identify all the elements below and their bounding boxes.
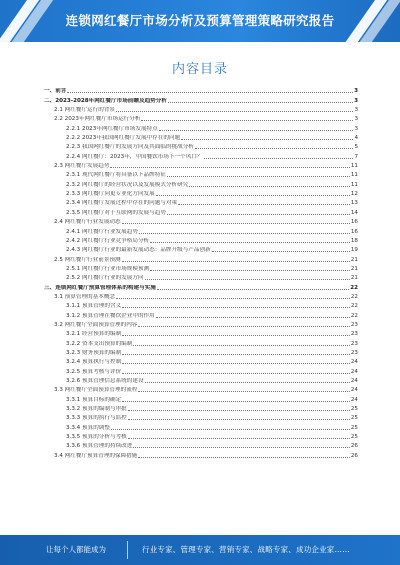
footer-slogan: 让每个人都能成为 — [46, 545, 106, 554]
toc-entry[interactable] — [44, 207, 358, 216]
toc-entry[interactable] — [44, 357, 358, 366]
toc-entry-title: 3.1.1 预算管理的含义 — [66, 303, 122, 310]
toc-entry-title: 3.3.3 预算的执行与监控 — [66, 415, 127, 422]
toc-entry[interactable] — [44, 273, 358, 282]
toc-entry-title: 三、连锁网红餐厅预算管理体系的构建与实施 — [44, 284, 156, 291]
toc-entry[interactable] — [44, 394, 358, 403]
toc-leader-dots — [133, 345, 350, 346]
toc-entry[interactable] — [44, 441, 358, 450]
toc-leader-dots — [122, 307, 350, 308]
toc-entry-page: 16 — [350, 228, 358, 235]
toc-leader-dots — [122, 401, 350, 402]
toc-entry[interactable] — [44, 198, 358, 207]
toc-entry-title: 3.1.2 预算管理在餐饮企业中的作用 — [66, 312, 155, 319]
toc-leader-dots — [133, 447, 350, 448]
toc-entry-page: 13 — [350, 200, 358, 207]
toc-entry-page: 23 — [350, 321, 358, 328]
toc-leader-dots — [145, 382, 350, 383]
toc-entry[interactable] — [44, 86, 358, 95]
toc-entry-title: 3.3.1 预算目标的确定 — [66, 396, 122, 403]
toc-entry-title: 3.1 预算管理的基本概念 — [54, 293, 116, 300]
toc-entry[interactable] — [44, 404, 358, 413]
footer-tagline: 行业专家、管理专家、营销专家、战略专家、成功企业家…… — [142, 545, 350, 554]
toc-leader-dots — [122, 373, 350, 374]
toc-entry-title: 3.3 网红餐厅全面预算管理的流程 — [54, 387, 138, 394]
toc-entry-title: 2.3.2 网红餐厅的经营状况以及发展模式分析研究 — [66, 181, 189, 188]
toc-leader-dots — [141, 120, 353, 121]
toc-leader-dots — [168, 102, 353, 103]
footer-banner — [0, 535, 400, 565]
toc-entry-page: 25 — [350, 424, 358, 431]
toc-entry-page: 25 — [350, 434, 358, 441]
toc-entry-page: 12 — [350, 191, 358, 198]
toc-entry[interactable] — [44, 348, 358, 357]
toc-leader-dots — [145, 279, 350, 280]
toc-entry-title: 3.3.6 预算管理的持续改进 — [66, 443, 133, 450]
toc-leader-dots — [178, 204, 350, 205]
toc-leader-dots — [204, 158, 354, 159]
toc-entry-page: 25 — [350, 415, 358, 422]
toc-leader-dots — [138, 391, 349, 392]
toc-entry[interactable] — [44, 282, 358, 291]
toc-entry-title: 2.3.5 网红餐厅对于互联网的发展与趋势 — [66, 209, 166, 216]
toc-leader-dots — [189, 186, 350, 187]
toc-leader-dots — [167, 176, 350, 177]
footer-divider — [127, 541, 128, 559]
toc-entry-title: 2.2.2 2023年我国网红餐厅发展中存在的问题 — [66, 135, 181, 142]
toc-entry[interactable] — [44, 245, 358, 254]
toc-leader-dots — [138, 326, 349, 327]
report-header — [0, 0, 400, 42]
toc-entry-page: 7 — [354, 153, 358, 160]
toc-entry[interactable] — [44, 161, 358, 170]
toc-entry-page: 26 — [350, 443, 358, 450]
toc-entry-title: 3.4 网红餐厅预算管理的保障措施 — [54, 452, 138, 459]
toc-entry-title: 2.2.3 我国网红餐厅的发展方向及其面临的挑战分析 — [66, 144, 194, 151]
toc-entry[interactable] — [44, 413, 358, 422]
toc-entry-page: 21 — [350, 265, 358, 272]
toc-entry[interactable] — [44, 366, 358, 375]
toc-entry[interactable] — [44, 385, 358, 394]
toc-entry-title: 2.3.1 现代网红餐厅将具备以下品牌特征 — [66, 172, 166, 179]
toc-entry-title: 3.3.5 预算的分析与考核 — [66, 434, 127, 441]
toc-entry-title: 2.4.2 网红餐厅行业竞争格局分析 — [66, 237, 150, 244]
toc-entry-page: 14 — [350, 209, 358, 216]
toc-entry[interactable] — [44, 432, 358, 441]
report-title: 连锁网红餐厅市场分析及预算管理策略研究报告 — [65, 13, 335, 28]
table-of-contents — [44, 86, 358, 526]
toc-leader-dots — [128, 410, 350, 411]
toc-entry-page: 22 — [350, 303, 358, 310]
toc-entry-title: 一、前言 — [44, 88, 67, 95]
toc-entry-page: 18 — [350, 237, 358, 244]
toc-entry[interactable] — [44, 254, 358, 263]
toc-entry-page: 23 — [350, 349, 358, 356]
toc-entry[interactable] — [44, 95, 358, 104]
toc-leader-dots — [150, 270, 350, 271]
toc-entry-page: 26 — [350, 452, 358, 459]
toc-entry[interactable] — [44, 376, 358, 385]
toc-leader-dots — [122, 261, 350, 262]
toc-entry[interactable] — [44, 133, 358, 142]
toc-entry-title: 2.4 网红餐厅行业发展动态 — [54, 219, 121, 226]
toc-leader-dots — [157, 289, 349, 290]
toc-entry-title: 2.3.4 网红餐厅发展过程中存在的问题与对策 — [66, 200, 178, 207]
toc-entry-page: 11 — [350, 163, 358, 170]
toc-entry[interactable] — [44, 236, 358, 245]
toc-leader-dots — [122, 354, 350, 355]
toc-leader-dots — [128, 438, 350, 439]
toc-entry-title: 3.2.4 预算执行与控制 — [66, 359, 122, 366]
toc-entry-page: 23 — [350, 340, 358, 347]
toc-entry-page: 24 — [350, 368, 358, 375]
toc-entry-title: 2.1 网红餐厅运行的背景 — [54, 107, 116, 114]
toc-entry-title: 3.2.5 预算考核与评价 — [66, 368, 122, 375]
toc-leader-dots — [111, 429, 350, 430]
toc-entry-page: 24 — [350, 359, 358, 366]
toc-leader-dots — [159, 130, 354, 131]
toc-leader-dots — [156, 195, 350, 196]
toc-entry-page: 24 — [350, 378, 358, 384]
toc-entry-title: 2.2.4 网红餐厅：2023年，中国餐饮市场下一个风口？ — [66, 153, 203, 160]
toc-entry-title: 2.5.2 网红餐厅行业的发展方向 — [66, 275, 144, 282]
toc-entry-page: 3 — [354, 107, 358, 114]
toc-entry-page: 3 — [354, 97, 358, 104]
toc-entry-title: 2.2 2023年网红餐厅市场运行分析 — [54, 116, 141, 123]
toc-entry-title: 3.2.6 预算管理信息系统的建设 — [66, 378, 144, 384]
toc-leader-dots — [150, 242, 350, 243]
toc-entry-title: 3.3.4 预算的调整 — [66, 424, 110, 431]
toc-entry-page: 21 — [350, 275, 358, 282]
toc-entry-page: 3 — [354, 125, 358, 132]
toc-leader-dots — [122, 335, 350, 336]
toc-entry[interactable] — [44, 338, 358, 347]
toc-leader-dots — [156, 317, 350, 318]
toc-entry-page: 11 — [350, 172, 358, 179]
toc-entry-title: 2.4.1 网红餐厅行业发展趋势 — [66, 228, 138, 235]
toc-leader-dots — [67, 92, 353, 93]
toc-entry-page: 16 — [350, 219, 358, 226]
toc-entry[interactable] — [44, 105, 358, 114]
toc-entry-title: 2.4.3 网红餐厅行业的最新发展动态：品牌升级与产品创新 — [66, 247, 211, 254]
toc-entry-title: 二、2023-2028年网红餐厅市场前瞻及趋势分析 — [44, 97, 167, 104]
toc-leader-dots — [122, 223, 350, 224]
toc-entry-page: 24 — [350, 396, 358, 403]
toc-leader-dots — [110, 167, 349, 168]
toc-entry[interactable] — [44, 264, 358, 273]
toc-entry-title: 2.5 网红餐厅行业前景预测 — [54, 256, 121, 263]
toc-leader-dots — [128, 419, 350, 420]
toc-entry[interactable] — [44, 170, 358, 179]
toc-entry[interactable] — [44, 422, 358, 431]
toc-entry-page: 22 — [350, 293, 358, 300]
toc-entry[interactable] — [44, 450, 358, 459]
toc-entry-title: 2.3 网红餐厅发展趋势 — [54, 163, 110, 170]
toc-entry[interactable] — [44, 217, 358, 226]
toc-entry-title: 3.2 网红餐厅全面预算管理的内容 — [54, 321, 138, 328]
toc-leader-dots — [167, 214, 350, 215]
toc-leader-dots — [195, 148, 354, 149]
toc-entry[interactable] — [44, 301, 358, 310]
toc-heading: 内容目录 — [171, 62, 228, 77]
toc-entry[interactable] — [44, 320, 358, 329]
toc-leader-dots — [122, 363, 350, 364]
toc-entry-title: 3.3.2 预算的编制与审批 — [66, 406, 127, 413]
toc-entry-title: 2.3.3 网红餐厅向更专业化方向发展 — [66, 191, 155, 198]
toc-entry-page: 19 — [350, 247, 358, 254]
toc-entry[interactable] — [44, 114, 358, 123]
toc-entry-page: 25 — [350, 406, 358, 413]
toc-entry-page: 22 — [350, 312, 358, 319]
toc-entry[interactable] — [44, 151, 358, 160]
toc-leader-dots — [181, 139, 353, 140]
toc-leader-dots — [138, 457, 349, 458]
toc-entry[interactable] — [44, 179, 358, 188]
toc-entry-page: 24 — [350, 387, 358, 394]
toc-entry-page: 21 — [350, 256, 358, 263]
toc-entry[interactable] — [44, 292, 358, 301]
toc-entry-page: 22 — [350, 284, 358, 291]
toc-entry-page: 11 — [350, 181, 358, 188]
toc-entry-title: 3.2.2 资本支出预算的编制 — [66, 340, 133, 347]
toc-entry-page: 4 — [354, 135, 358, 142]
toc-leader-dots — [139, 233, 350, 234]
toc-entry-title: 3.2.1 经营预算的编制 — [66, 331, 122, 338]
toc-entry[interactable] — [44, 329, 358, 338]
toc-entry[interactable] — [44, 226, 358, 235]
toc-entry-title: 2.2.1 2023年网红餐厅市场发展特点 — [66, 125, 158, 132]
toc-entry-title: 3.2.3 财务预算的编制 — [66, 349, 122, 356]
toc-leader-dots — [212, 251, 350, 252]
toc-entry[interactable] — [44, 189, 358, 198]
toc-leader-dots — [116, 111, 353, 112]
toc-entry-title: 2.5.1 网红餐厅行业市场规模预测 — [66, 265, 150, 272]
toc-entry-page: 23 — [350, 331, 358, 338]
toc-leader-dots — [116, 298, 350, 299]
toc-entry[interactable] — [44, 123, 358, 132]
toc-entry-page: 3 — [354, 88, 358, 95]
toc-entry[interactable] — [44, 142, 358, 151]
toc-entry[interactable] — [44, 310, 358, 319]
toc-entry-page: 3 — [354, 116, 358, 123]
toc-entry-page: 5 — [354, 144, 358, 151]
